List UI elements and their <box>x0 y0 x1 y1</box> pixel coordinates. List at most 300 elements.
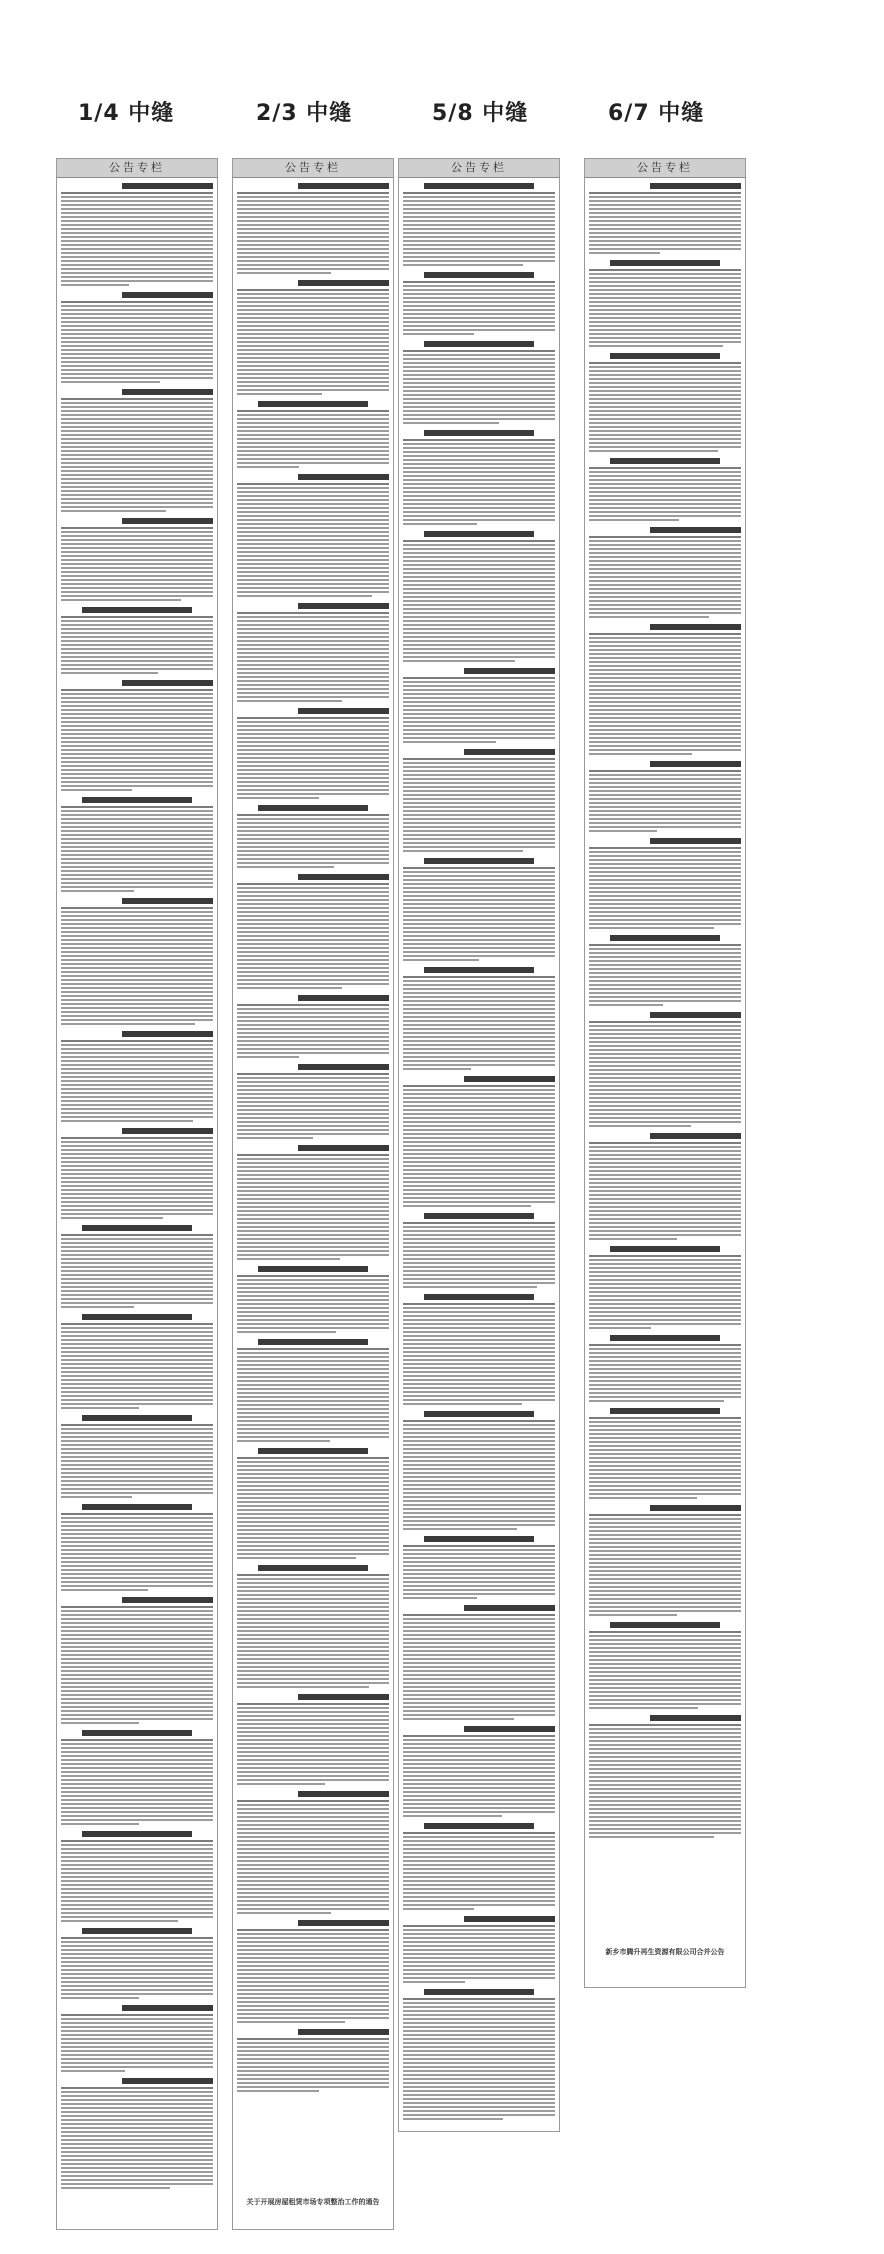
text-line <box>61 741 213 743</box>
text-line <box>403 1638 555 1640</box>
text-line <box>237 1654 389 1656</box>
notice-item <box>403 967 555 1070</box>
text-line <box>237 2078 389 2080</box>
text-line <box>403 204 555 206</box>
text-line <box>403 1642 555 1644</box>
text-line <box>61 510 166 512</box>
text-line <box>61 446 213 448</box>
text-line <box>61 1185 213 1187</box>
text-line <box>589 1744 741 1746</box>
text-line <box>61 1904 213 1906</box>
text-line <box>589 1606 741 1608</box>
text-line <box>237 491 389 493</box>
text-line <box>61 1096 213 1098</box>
text-line <box>61 398 213 400</box>
text-line <box>61 927 213 929</box>
text-line <box>589 309 741 311</box>
notice-item <box>403 1076 555 1207</box>
text-line <box>589 576 741 578</box>
text-line <box>61 1981 213 1983</box>
text-line <box>589 1659 741 1661</box>
text-line <box>61 1581 213 1583</box>
text-line <box>589 1441 741 1443</box>
text-line <box>61 737 213 739</box>
text-line <box>61 668 213 670</box>
text-line <box>403 414 555 416</box>
text-line <box>589 1029 741 1031</box>
text-line <box>589 200 741 202</box>
text-line <box>589 1186 741 1188</box>
notice-item <box>237 603 389 702</box>
text-line <box>403 1456 555 1458</box>
text-line <box>237 818 389 820</box>
text-line <box>61 1965 213 1967</box>
text-line <box>61 1896 213 1898</box>
text-line <box>589 414 741 416</box>
text-line <box>403 1597 477 1599</box>
text-line <box>237 1117 389 1119</box>
text-line <box>237 1941 389 1943</box>
text-line <box>403 1832 555 1834</box>
text-line <box>403 867 555 869</box>
text-line <box>61 1076 213 1078</box>
text-line <box>589 665 741 667</box>
text-line <box>403 713 555 715</box>
text-line <box>61 632 213 634</box>
text-line <box>589 1025 741 1027</box>
text-line <box>403 2090 555 2092</box>
text-line <box>403 721 555 723</box>
notice-heading <box>650 183 741 189</box>
text-line <box>237 1743 389 1745</box>
text-line <box>61 810 213 812</box>
text-line <box>589 252 660 254</box>
text-line <box>237 648 389 650</box>
text-line <box>237 1307 389 1309</box>
text-line <box>237 1497 389 1499</box>
notice-column-2 <box>232 158 394 2230</box>
text-line <box>61 757 213 759</box>
notice-heading <box>464 1916 555 1922</box>
text-line <box>589 988 741 990</box>
text-line <box>403 418 555 420</box>
text-line <box>237 850 389 852</box>
text-line <box>61 1722 139 1724</box>
text-line <box>61 636 213 638</box>
text-line <box>403 1141 555 1143</box>
text-line <box>61 1456 213 1458</box>
text-line <box>61 1880 213 1882</box>
text-line <box>237 2005 389 2007</box>
text-line <box>403 1650 555 1652</box>
text-line <box>403 1759 555 1761</box>
text-line <box>403 467 555 469</box>
text-line <box>403 1682 555 1684</box>
text-line <box>237 1044 389 1046</box>
text-line <box>61 317 213 319</box>
text-line <box>61 470 213 472</box>
text-line <box>237 616 389 618</box>
text-line <box>403 1424 555 1426</box>
text-line <box>403 1561 555 1563</box>
notice-heading <box>424 1536 533 1542</box>
text-line <box>61 547 213 549</box>
text-line <box>61 1521 213 1523</box>
text-line <box>61 1238 213 1240</box>
text-line <box>61 2167 213 2169</box>
text-line <box>237 1888 389 1890</box>
notice-item <box>403 272 555 335</box>
notice-heading <box>650 1715 741 1721</box>
text-line <box>403 499 555 501</box>
text-line <box>237 1610 389 1612</box>
text-line <box>589 1421 741 1423</box>
text-line <box>589 1808 741 1810</box>
text-line <box>237 1040 389 1042</box>
text-line <box>61 1023 195 1025</box>
text-line <box>61 709 213 711</box>
text-line <box>237 216 389 218</box>
text-line <box>589 1125 691 1127</box>
text-line <box>589 560 741 562</box>
text-line <box>237 2090 319 2092</box>
text-line <box>403 216 555 218</box>
text-line <box>61 1686 213 1688</box>
column-title-2-3: 2/3 中缝 <box>256 101 353 126</box>
notice-heading <box>82 1225 191 1231</box>
text-line <box>589 1352 741 1354</box>
text-line <box>237 765 389 767</box>
text-line <box>237 487 389 489</box>
notice-heading <box>298 183 389 189</box>
text-line <box>403 810 555 812</box>
text-line <box>237 793 389 795</box>
text-line <box>237 696 389 698</box>
text-line <box>403 220 555 222</box>
text-line <box>61 1157 213 1159</box>
notice-item <box>589 458 741 521</box>
text-line <box>403 758 555 760</box>
text-line <box>61 236 213 238</box>
text-line <box>237 1816 389 1818</box>
text-line <box>403 378 555 380</box>
text-line <box>589 721 741 723</box>
notice-item <box>237 1145 389 1260</box>
text-line <box>589 1812 741 1814</box>
text-line <box>61 931 213 933</box>
text-line <box>237 543 389 545</box>
text-line <box>237 1525 389 1527</box>
text-line <box>237 2082 389 2084</box>
text-line <box>61 1985 213 1987</box>
text-line <box>589 1360 741 1362</box>
text-line <box>61 220 213 222</box>
text-line <box>403 980 555 982</box>
text-line <box>237 1178 389 1180</box>
text-line <box>61 1541 213 1543</box>
notice-item <box>589 624 741 755</box>
text-line <box>237 717 389 719</box>
notice-heading <box>298 995 389 1001</box>
text-line <box>61 301 213 303</box>
text-line <box>61 915 213 917</box>
text-line <box>237 1287 389 1289</box>
text-line <box>237 1481 389 1483</box>
text-line <box>589 867 741 869</box>
text-line <box>61 923 213 925</box>
text-line <box>403 871 555 873</box>
text-line <box>403 1440 555 1442</box>
text-line <box>61 991 213 993</box>
text-line <box>589 1101 741 1103</box>
notice-heading <box>424 430 533 436</box>
text-line <box>589 641 741 643</box>
text-line <box>61 406 213 408</box>
text-line <box>589 564 741 566</box>
text-line <box>237 1840 389 1842</box>
text-line <box>403 1020 555 1022</box>
text-line <box>403 656 555 658</box>
text-line <box>237 947 389 949</box>
text-line <box>589 770 741 772</box>
text-line <box>237 1089 389 1091</box>
text-line <box>237 676 389 678</box>
text-line <box>237 2021 345 2023</box>
text-line <box>403 495 555 497</box>
text-line <box>61 333 213 335</box>
notice-heading <box>424 858 533 864</box>
text-line <box>237 450 389 452</box>
text-line <box>61 2175 213 2177</box>
text-line <box>61 490 213 492</box>
text-line <box>61 1912 213 1914</box>
text-line <box>237 2038 389 2040</box>
text-line <box>403 1101 555 1103</box>
text-line <box>589 1631 741 1633</box>
text-line <box>61 705 213 707</box>
text-line <box>403 1238 555 1240</box>
text-line <box>61 2014 213 2016</box>
text-line <box>403 1189 555 1191</box>
text-line <box>403 1815 502 1817</box>
notice-item <box>237 1064 389 1139</box>
notice-heading <box>82 797 191 803</box>
text-line <box>403 475 555 477</box>
text-line <box>403 834 555 836</box>
text-line <box>237 305 389 307</box>
text-line <box>237 1674 389 1676</box>
text-line <box>403 1319 555 1321</box>
text-line <box>403 1399 555 1401</box>
text-line <box>403 1520 555 1522</box>
text-line <box>403 1270 555 1272</box>
text-line <box>589 487 741 489</box>
text-line <box>589 1578 741 1580</box>
text-line <box>61 256 213 258</box>
text-line <box>61 1997 139 1999</box>
text-line <box>237 692 389 694</box>
text-line <box>403 1012 555 1014</box>
text-line <box>589 540 741 542</box>
text-line <box>61 1815 213 1817</box>
text-line <box>61 579 213 581</box>
text-line <box>589 1182 741 1184</box>
text-line <box>61 410 213 412</box>
notice-heading <box>298 1920 389 1926</box>
column-title-1-4: 1/4 中缝 <box>78 101 175 126</box>
text-line <box>589 948 741 950</box>
text-line <box>237 204 389 206</box>
text-line <box>403 2058 555 2060</box>
text-line <box>237 814 389 816</box>
text-line <box>61 2159 213 2161</box>
text-line <box>403 1686 555 1688</box>
text-line <box>237 2058 389 2060</box>
text-line <box>237 830 389 832</box>
text-line <box>61 919 213 921</box>
text-line <box>61 506 213 508</box>
text-line <box>237 1965 389 1967</box>
text-line <box>237 1804 389 1806</box>
text-line <box>61 498 213 500</box>
text-line <box>589 661 741 663</box>
text-line <box>237 1501 389 1503</box>
text-line <box>237 1812 389 1814</box>
text-line <box>237 1210 389 1212</box>
text-line <box>589 483 741 485</box>
notice-item <box>403 858 555 961</box>
text-line <box>403 786 555 788</box>
text-line <box>589 285 741 287</box>
text-line <box>589 701 741 703</box>
text-line <box>237 555 389 557</box>
text-line <box>589 390 741 392</box>
text-line <box>589 1728 741 1730</box>
text-line <box>61 196 213 198</box>
notice-item <box>61 1031 213 1122</box>
text-line <box>237 232 389 234</box>
text-line <box>237 700 342 702</box>
text-line <box>589 927 714 929</box>
text-line <box>61 527 213 529</box>
text-line <box>61 1052 213 1054</box>
text-line <box>61 502 213 504</box>
text-line <box>403 729 555 731</box>
text-line <box>237 1578 389 1580</box>
notice-heading <box>82 607 191 613</box>
text-line <box>589 434 741 436</box>
notice-heading <box>610 1408 719 1414</box>
text-line <box>61 248 213 250</box>
text-line <box>403 1868 555 1870</box>
text-line <box>589 406 741 408</box>
text-line <box>403 907 555 909</box>
text-line <box>589 964 741 966</box>
text-line <box>61 1056 213 1058</box>
text-line <box>403 321 555 323</box>
text-line <box>237 1832 389 1834</box>
text-line <box>403 701 555 703</box>
text-line <box>403 1674 555 1676</box>
text-line <box>589 798 741 800</box>
text-line <box>589 786 741 788</box>
text-line <box>403 1953 555 1955</box>
text-line <box>403 822 555 824</box>
text-line <box>61 830 213 832</box>
text-line <box>403 1767 555 1769</box>
text-line <box>589 362 741 364</box>
text-line <box>237 1957 389 1959</box>
text-line <box>61 1149 213 1151</box>
text-line <box>589 212 741 214</box>
text-line <box>589 378 741 380</box>
text-line <box>61 2062 213 2064</box>
text-line <box>237 353 389 355</box>
text-line <box>403 507 555 509</box>
text-line <box>61 1892 213 1894</box>
text-line <box>237 571 389 573</box>
text-line <box>61 1011 213 1013</box>
text-line <box>403 1335 555 1337</box>
text-line <box>589 244 741 246</box>
text-line <box>61 818 213 820</box>
text-line <box>589 273 741 275</box>
text-line <box>61 1561 213 1563</box>
notice-item <box>61 680 213 791</box>
text-line <box>403 955 555 957</box>
text-line <box>61 785 213 787</box>
text-line <box>589 1146 741 1148</box>
text-line <box>403 1254 555 1256</box>
text-line <box>403 1315 555 1317</box>
text-line <box>589 826 741 828</box>
text-line <box>403 992 555 994</box>
text-line <box>589 1218 741 1220</box>
notice-item <box>237 995 389 1058</box>
column-title-5-8: 5/8 中缝 <box>432 101 529 126</box>
text-line <box>61 1161 213 1163</box>
notice-item <box>237 1448 389 1559</box>
text-line <box>237 1315 389 1317</box>
text-line <box>403 1383 555 1385</box>
text-line <box>589 976 741 978</box>
text-line <box>589 709 741 711</box>
text-line <box>589 1635 741 1637</box>
text-line <box>61 1775 213 1777</box>
text-line <box>589 1230 741 1232</box>
text-line <box>61 890 134 892</box>
text-line <box>589 1158 741 1160</box>
text-line <box>237 1521 389 1523</box>
text-line <box>589 232 741 234</box>
text-line <box>237 1997 389 1999</box>
text-line <box>403 1185 555 1187</box>
text-line <box>589 612 741 614</box>
text-line <box>237 1376 389 1378</box>
text-line <box>403 830 555 832</box>
text-line <box>589 1348 741 1350</box>
text-line <box>403 1977 555 1979</box>
text-line <box>403 1230 555 1232</box>
text-line <box>237 1485 389 1487</box>
text-line <box>237 1129 389 1131</box>
text-line <box>237 1465 389 1467</box>
text-line <box>403 410 555 412</box>
text-line <box>61 1537 213 1539</box>
text-line <box>403 1258 555 1260</box>
text-line <box>61 2070 125 2072</box>
text-line <box>589 1582 741 1584</box>
